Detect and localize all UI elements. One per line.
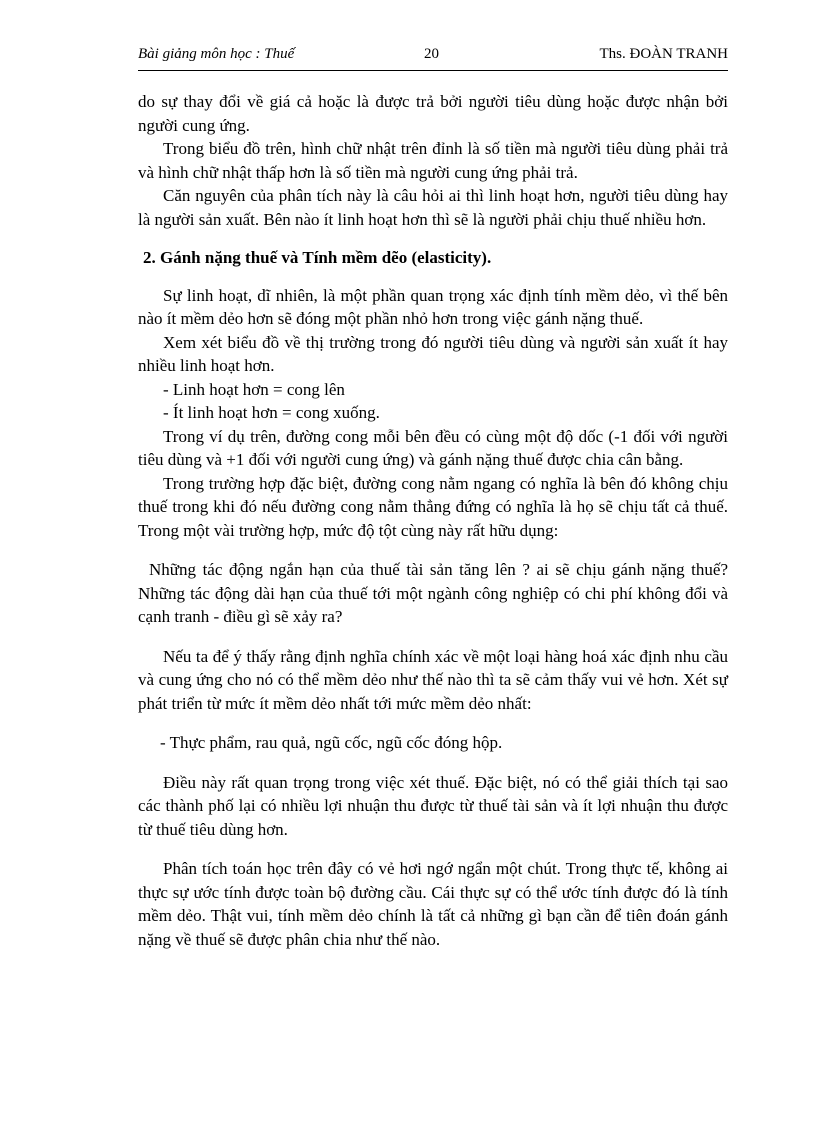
header-divider (138, 70, 728, 71)
document-body (138, 90, 728, 951)
page-number: 20 (424, 46, 439, 62)
course-title: Bài giảng môn học : Thuế (138, 46, 295, 62)
paragraph: Xem xét biểu đồ về thị trường trong đó người tiêu dùng và người sản xuất ít hay nhiều linh hoạt hơn. (138, 332, 728, 375)
paragraph: Nếu ta để ý thấy rằng định nghĩa chính xác về một loại hàng hoá xác định nhu cầu và cung ứng cho nó có thể mềm dẻo như thế nào thì ta sẽ cảm thấy vui vẻ hơn. Xét sự phát triển từ mức ít mềm dẻo nhất tới mức mềm dẻo nhất: (138, 646, 728, 713)
paragraph: Sự linh hoạt, dĩ nhiên, là một phần quan trọng xác định tính mềm dẻo, vì thế bên nào ít mềm dẻo hơn sẽ đóng một phần nhỏ hơn trong việc gánh nặng thuế. (138, 285, 728, 328)
section-heading: 2. Gánh nặng thuế và Tính mềm dẽo (elasticity). (143, 248, 492, 267)
paragraph: Trong biểu đồ trên, hình chữ nhật trên đỉnh là số tiền mà người tiêu dùng phải trả và hình chữ nhật thấp hơn là số tiền mà người cung ứng phải trả. (138, 139, 728, 182)
list-item: - Linh hoạt hơn = cong lên (163, 379, 345, 399)
author-name: Ths. ĐOÀN TRANH (599, 46, 728, 62)
paragraph: Căn nguyên của phân tích này là câu hỏi ai thì linh hoạt hơn, người tiêu dùng hay là người sản xuất. Bên nào ít linh hoạt hơn thì sẽ là người phải chịu thuế nhiều hơn. (138, 186, 728, 229)
quoted-question: Những tác động ngắn hạn của thuế tài sản tăng lên ? ai sẽ chịu gánh nặng thuế? Những tác động dài hạn của thuế tới một ngành công nghiệp có chi phí không đổi và cạnh tranh - điều gì sẽ xảy ra? (138, 560, 728, 626)
paragraph: Điều này rất quan trọng trong việc xét thuế. Đặc biệt, nó có thể giải thích tại sao các thành phố lại có nhiều lợi nhuận thu được từ thuế tài sản và ít lợi nhuận thu được từ thuế tiêu dùng hơn. (138, 772, 728, 839)
page-header (138, 46, 728, 68)
list-item: - Thực phẩm, rau quả, ngũ cốc, ngũ cốc đóng hộp. (160, 733, 503, 752)
paragraph: Trong ví dụ trên, đường cong mỗi bên đều có cùng một độ dốc (-1 đối với người tiêu dùng và +1 đối với người cung ứng) và gánh nặng thuế được chia cân bằng. (138, 426, 728, 469)
list-item: - Ít linh hoạt hơn = cong xuống. (163, 403, 380, 422)
paragraph: Phân tích toán học trên đây có vẻ hơi ngớ ngẩn một chút. Trong thực tế, không ai thực sự ước tính được toàn bộ đường cầu. Cái thực sự có thể ước tính được đó là tính mềm dẻo. Thật vui, tính mềm dẻo chính là tất cả những gì bạn cần để tiên đoán gánh nặng về thuế sẽ được phân chia như thế nào. (138, 859, 728, 949)
paragraph: do sự thay đổi về giá cả hoặc là được trả bởi người tiêu dùng hoặc được nhận bởi người cung ứng. (138, 92, 728, 135)
paragraph: Trong trường hợp đặc biệt, đường cong nằm ngang có nghĩa là bên đó không chịu thuế trong khi đó nếu đường cong nằm thẳng đứng có nghĩa là họ sẽ chịu tất cả thuế. Trong một vài trường hợp, mức độ tột cùng này rất hữu dụng: (138, 473, 728, 540)
